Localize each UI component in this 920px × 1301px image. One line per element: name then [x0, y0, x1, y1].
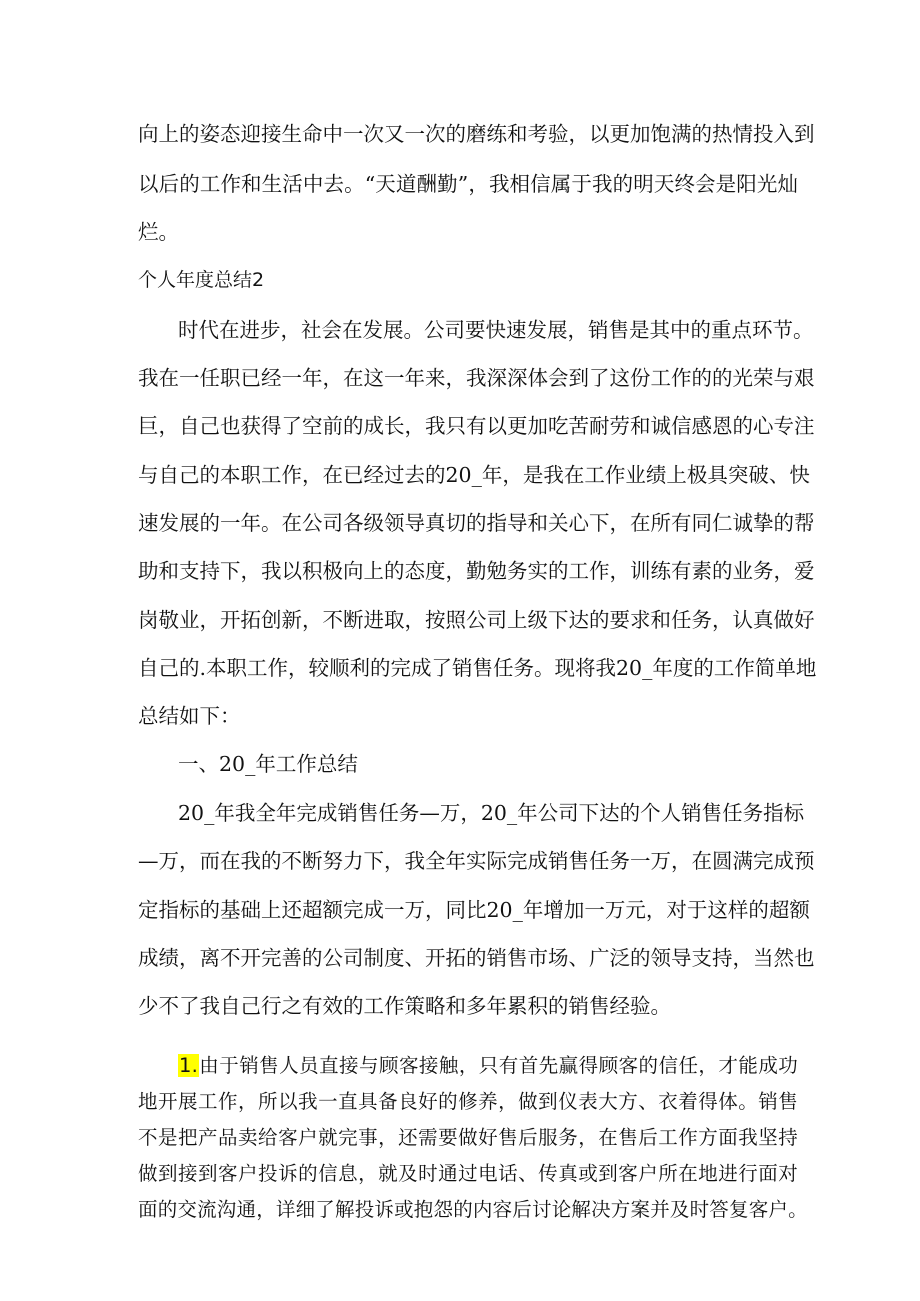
list-item-1-marker: 1.: [179, 1054, 199, 1077]
para1-line-7: 岗敬业，开拓创新，不断进取，按照公司上级下达的要求和任务，认真做好: [138, 608, 815, 632]
intro-line-1: 向上的姿态迎接生命中一次又一次的磨练和考验，以更加饱满的热情投入到: [138, 122, 815, 146]
para2-line-1: 20_年我全年完成销售任务—万，20_年公司下达的个人销售任务指标: [178, 801, 805, 825]
para2-line-5: 少不了我自己行之有效的工作策略和多年累积的销售经验。: [138, 994, 671, 1018]
para1-line-1: 时代在进步，社会在发展。公司要快速发展，销售是其中的重点环节。: [178, 318, 814, 342]
para1-line-5: 速发展的一年。在公司各级领导真切的指导和关心下，在所有同仁诚挚的帮: [138, 511, 815, 535]
intro-line-3: 烂。: [138, 220, 179, 244]
list-item-1-line-5: 面的交流沟通，详细了解投诉或抱怨的内容后讨论解决方案并及时答复客户。: [138, 1198, 808, 1221]
list-item-1-line-2: 地开展工作，所以我一直具备良好的修养，做到仪表大方、衣着得体。销售: [138, 1090, 798, 1113]
para1-line-4: 与自己的本职工作，在已经过去的20_年，是我在工作业绩上极具突破、快: [138, 463, 810, 487]
para1-line-2: 我在一任职已经一年，在这一年来，我深深体会到了这份工作的的光荣与艰: [138, 366, 815, 390]
intro-line-2: 以后的工作和生活中去。“天道酬勤”，我相信属于我的明天终会是阳光灿: [138, 172, 798, 196]
list-item-1-line-3: 不是把产品卖给客户就完事，还需要做好售后服务，在售后工作方面我坚持: [138, 1126, 798, 1149]
list-item-1-first-line: [178, 1052, 798, 1080]
para2-line-3: 定指标的基础上还超额完成一万，同比20_年增加一万元，对于这样的超额: [138, 898, 810, 922]
subheading: 一、20_年工作总结: [178, 752, 358, 776]
section-title: 个人年度总结2: [138, 269, 265, 291]
list-item-1-line-4: 做到接到客户投诉的信息，就及时通过电话、传真或到客户所在地进行面对: [138, 1162, 798, 1185]
para1-line-9: 总结如下：: [138, 704, 241, 728]
para2-line-4: 成绩，离不开完善的公司制度、开拓的销售市场、广泛的领导支持，当然也: [138, 946, 815, 970]
para2-line-2: —万，而在我的不断努力下，我全年实际完成销售任务一万，在圆满完成预: [138, 849, 815, 873]
para1-line-6: 助和支持下，我以积极向上的态度，勤勉务实的工作，训练有素的业务，爱: [138, 559, 815, 583]
para1-line-8: 自己的.本职工作，较顺利的完成了销售任务。现将我20_年度的工作简单地: [138, 656, 817, 680]
para1-line-3: 巨，自己也获得了空前的成长，我只有以更加吃苦耐劳和诚信感恩的心专注: [138, 414, 815, 438]
list-item-1-first-text: 由于销售人员直接与顾客接触，只有首先赢得顾客的信任，才能成功: [199, 1054, 798, 1077]
